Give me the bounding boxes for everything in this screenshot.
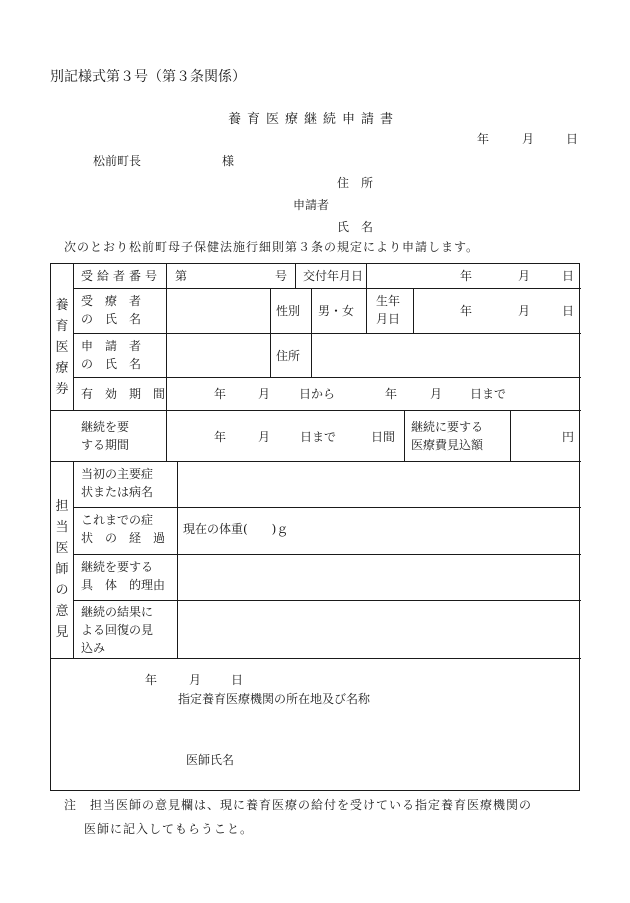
note-line-2: 医師に記入してもらうこと。	[84, 822, 254, 836]
prognosis-label-2: よる回復の見	[81, 623, 154, 637]
issue-month-label: 月	[518, 269, 531, 283]
footer-day: 日	[231, 673, 244, 687]
doctor-name-label: 医師氏名	[186, 753, 235, 767]
sex-options: 男・女	[318, 304, 355, 318]
applicant-name-label-2: の 氏 名	[81, 357, 142, 371]
birth-label-1: 生年	[376, 294, 401, 308]
ticket-section-label: 養 育 医 療 券	[55, 298, 69, 397]
patient-name-label-2: の 氏 名	[81, 312, 142, 326]
valid-to-year: 年	[385, 387, 398, 401]
birth-label-2: 月日	[376, 312, 401, 326]
issue-date-label: 交付年月日	[303, 269, 364, 283]
valid-to-month: 月	[430, 387, 443, 401]
valid-from-month: 月	[258, 387, 271, 401]
application-form-table	[50, 263, 580, 791]
valid-from-year: 年	[214, 387, 227, 401]
cost-unit: 円	[562, 430, 575, 444]
birth-day-label: 日	[562, 304, 575, 318]
progress-label-2: 状 の 経 過	[81, 531, 166, 545]
birth-month-label: 月	[518, 304, 531, 318]
page-title: 養育医療継続申請書	[228, 112, 400, 127]
period-year: 年	[214, 430, 227, 444]
progress-label-1: これまでの症	[81, 513, 154, 527]
footer-year: 年	[145, 673, 158, 687]
cost-label-2: 医療費見込額	[411, 438, 484, 452]
day-label: 日	[566, 132, 579, 146]
period-label-1: 継続を要	[81, 420, 130, 434]
institution-label: 指定養育医療機関の所在地及び名称	[178, 692, 371, 706]
intro-text: 次のとおり松前町母子保健法施行細則第３条の規定により申請します。	[64, 240, 480, 254]
number-prefix: 第	[175, 269, 188, 283]
sex-label: 性別	[276, 304, 301, 318]
year-label: 年	[477, 132, 490, 146]
recipient-number-label: 受給者番号	[81, 269, 162, 283]
applicant-name-label-1: 申 請 者	[81, 339, 142, 353]
address-label: 住所	[276, 349, 301, 363]
applicant-address-label: 住 所	[337, 176, 374, 190]
reason-label-1: 継続を要する	[81, 560, 154, 574]
birth-year-label: 年	[460, 304, 473, 318]
initial-symptoms-label-2: 状または病名	[81, 485, 154, 499]
cost-label-1: 継続に要する	[411, 420, 484, 434]
prognosis-label-1: 継続の結果に	[81, 605, 154, 619]
period-day: 日まで	[300, 430, 337, 444]
patient-name-label-1: 受 療 者	[81, 294, 142, 308]
honorific: 様	[222, 154, 235, 168]
note-line-1: 注 担当医師の意見欄は、現に養育医療の給付を受けている指定養育医療機関の	[64, 798, 533, 812]
period-days: 日間	[371, 430, 396, 444]
prognosis-label-3: 込み	[81, 641, 106, 655]
applicant-label: 申請者	[293, 198, 330, 212]
month-label: 月	[522, 132, 535, 146]
period-month: 月	[258, 430, 271, 444]
valid-to-day: 日まで	[470, 387, 507, 401]
number-suffix: 号	[275, 269, 288, 283]
addressee: 松前町長	[93, 154, 142, 168]
issue-day-label: 日	[562, 269, 575, 283]
period-label-2: する期間	[81, 438, 130, 452]
form-number: 別記様式第３号（第３条関係）	[50, 69, 246, 85]
validity-label: 有 効 期 間	[81, 387, 166, 401]
reason-label-2: 具 体 的理由	[81, 578, 166, 592]
initial-symptoms-label-1: 当初の主要症	[81, 467, 154, 481]
applicant-name-label: 氏 名	[337, 220, 374, 234]
valid-from-day: 日から	[299, 387, 336, 401]
doctor-section-label: 担 当 医 師 の 意 見	[55, 499, 69, 640]
issue-year-label: 年	[460, 269, 473, 283]
current-weight-field: 現在の体重( )ｇ	[183, 522, 289, 536]
footer-month: 月	[189, 673, 202, 687]
